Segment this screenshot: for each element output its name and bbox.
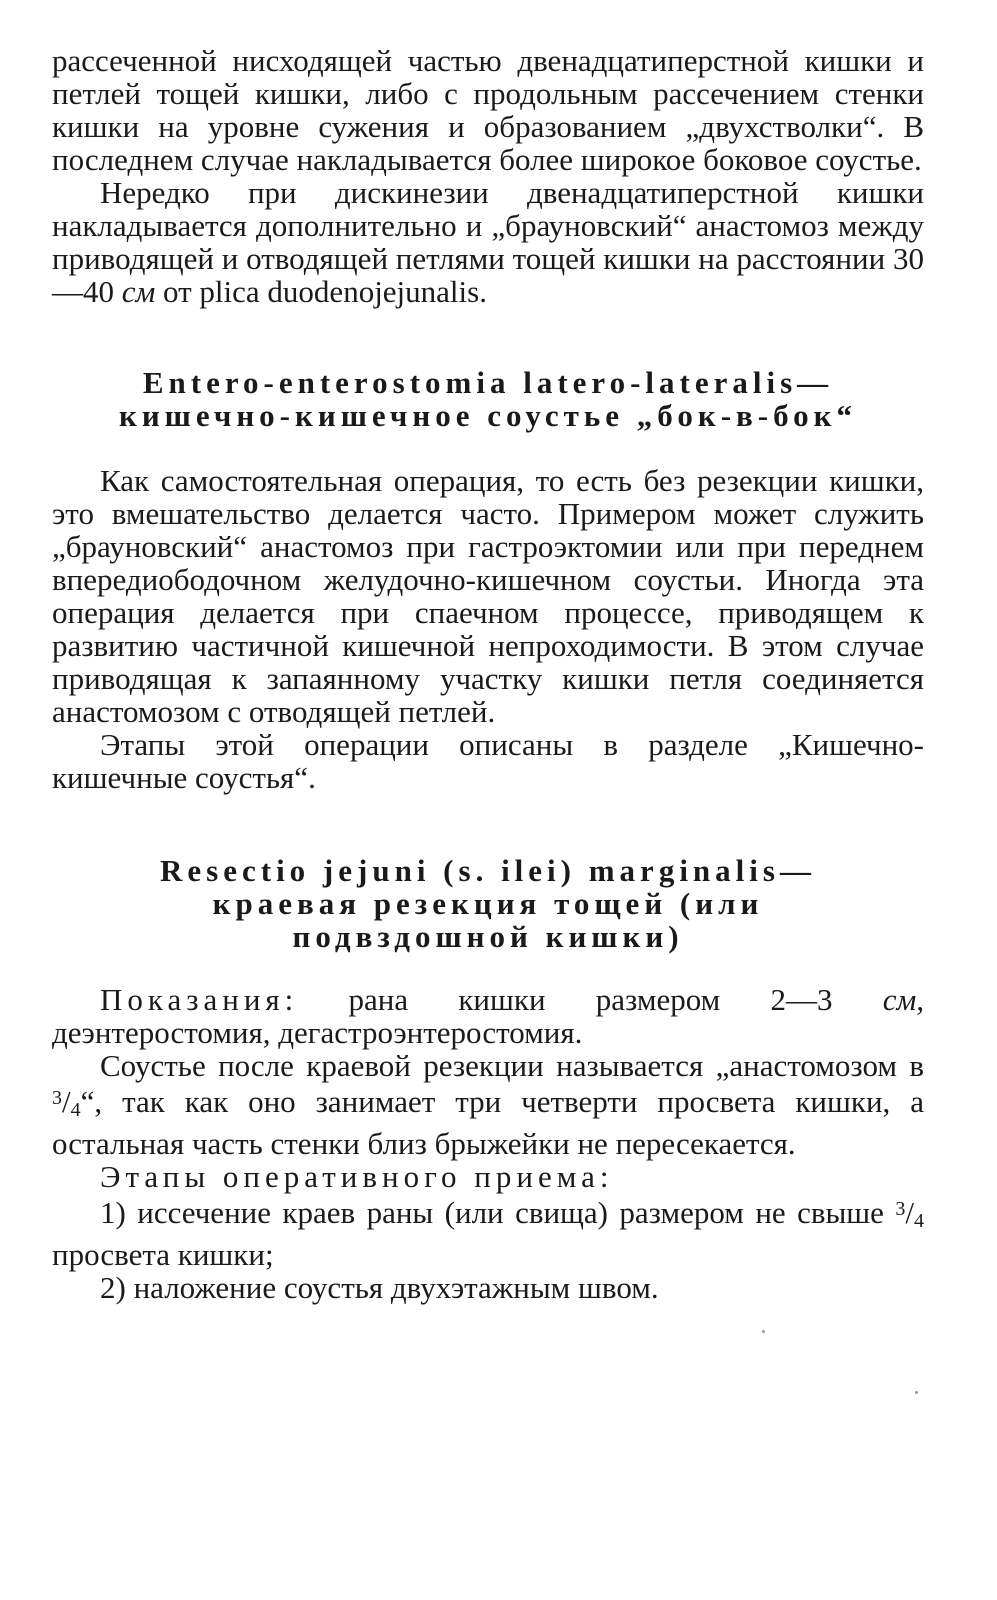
paragraph-text-end: “, так как оно занимает три четверти просвета кишки, а остальная часть стенки близ брыжейки не пересекается. xyxy=(52,1084,924,1161)
document-page xyxy=(52,44,924,1304)
step-1: 1) иссечение краев раны (или свища) размером не свыше $^3$/4 просвета кишки; xyxy=(52,1195,924,1272)
paragraph-section1-main: Как самостоятельная операция, то есть без резекции кишки, это вмешательство делается часто. Примером может служить „брауновский“ анастомоз при гастроэктомии или при переднем впередиободочном желудочно-кишечном соустьи. Иногда эта операция делается при спаечном процессе, приводящем к развитию частичной кишечной непроходимости. В этом случае приводящая к запаянному участку кишки петля соединяется анастомозом с отводящей петлей. xyxy=(52,463,924,729)
fraction-denominator: 4 xyxy=(914,1210,924,1232)
step-2: 2) наложение соустья двухэтажным швом. xyxy=(100,1270,659,1305)
indications-label: Показания: xyxy=(100,982,299,1017)
heading-line-latin: Resectio jejuni (s. ilei) marginalis— xyxy=(160,853,816,888)
paragraph-anastomosis-three-quarters: Соустье после краевой резекции называется „анастомозом в $^3$/4“, так как оно занимает три четверти просвета кишки, а остальная часть стенки близ брыжейки не пересекается. xyxy=(52,1048,924,1161)
paragraph-section1-stages: Этапы этой операции описаны в разделе „Кишечно-кишечные соустья“. xyxy=(52,727,924,795)
print-speck xyxy=(915,1391,918,1394)
paragraph-indications xyxy=(52,983,924,1049)
section-heading-resectio-marginalis xyxy=(52,854,924,953)
fraction-denominator: 4 xyxy=(70,1099,81,1121)
step-1-text: 1) иссечение краев раны (или свища) размером не свыше xyxy=(100,1195,884,1230)
heading-line-russian: краевая резекция тощей (или xyxy=(212,886,764,921)
heading-line-russian-2: подвздошной кишки) xyxy=(292,919,684,954)
indications-end: деэнтеростомия, дегастроэнтеростомия. xyxy=(52,1015,583,1050)
stages-label xyxy=(52,1160,924,1193)
step-1-end: просвета кишки; xyxy=(52,1237,274,1272)
paragraph-text: Соустье после краевой резекции называется „анастомозом в xyxy=(100,1048,924,1083)
print-speck xyxy=(762,1330,765,1333)
paragraph-text: Нередко при дискинезии двенадцатиперстной кишки накладывается дополнительно и „брауновский“ анастомоз между приводящей и отводящей петлями тощей кишки на расстоянии 30—40 xyxy=(52,175,924,309)
section-heading-entero-enterostomia xyxy=(52,366,924,432)
paragraph-text-end: от plica duodenojejunalis. xyxy=(163,274,487,309)
heading-line-latin: Entero-enterostomia latero-lateralis— xyxy=(142,365,834,400)
heading-line-russian: кишечно-кишечное соустье „бок-в-бок“ xyxy=(118,398,858,433)
paragraph-brown-anastomosis xyxy=(52,176,924,308)
unit-cm: см, xyxy=(882,982,925,1017)
fraction-numerator: 3 xyxy=(895,1198,906,1220)
stages-label-text: Этапы оперативного приема: xyxy=(100,1159,614,1194)
unit-cm: см xyxy=(121,274,156,309)
indications-text: рана кишки размером 2—3 xyxy=(348,982,833,1017)
fraction-numerator: 3 xyxy=(52,1087,62,1109)
paragraph-continuation: рассеченной нисходящей частью двенадцатиперстной кишки и петлей тощей кишки, либо с продольным рассечением стенки кишки на уровне сужения и образованием „двухстволки“. В последнем случае накладывается более широкое боковое соустье. xyxy=(52,43,924,177)
